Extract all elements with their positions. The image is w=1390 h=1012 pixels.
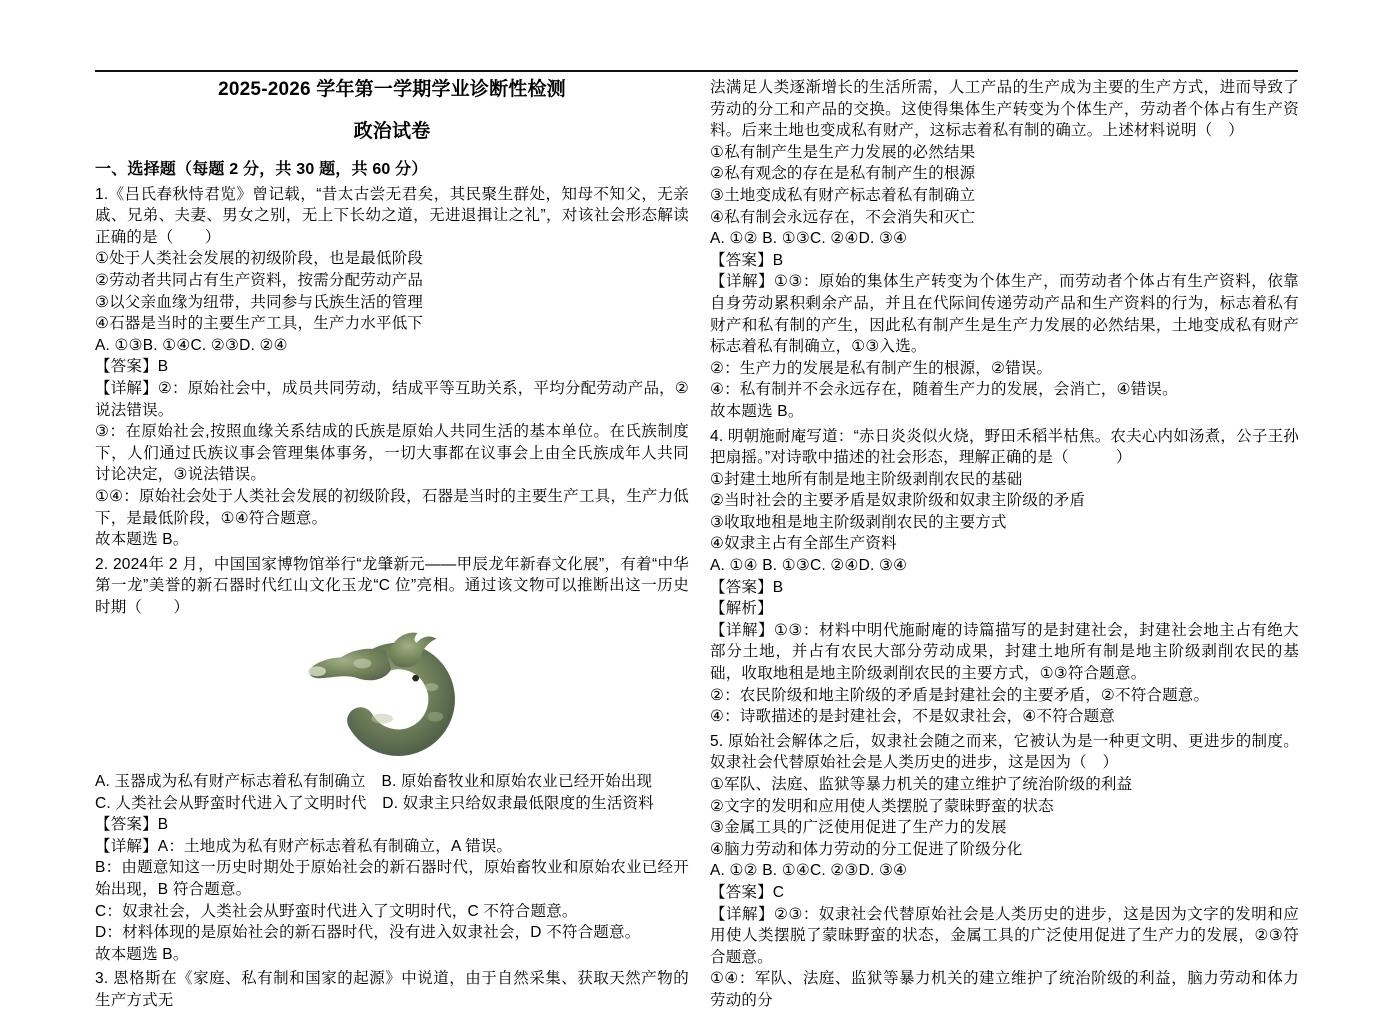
- jade-texture-spot: [425, 684, 439, 692]
- q1-item-3: ③以父亲血缘为纽带，共同参与氏族生活的管理: [95, 293, 424, 311]
- document-title: 2025-2026 学年第一学期学业诊断性检测: [218, 79, 566, 100]
- q3-item-2: ②私有观念的存在是私有制产生的根源: [710, 165, 976, 183]
- q2-choices-cd: C. 人类社会从野蛮时代进入了文明时代 D. 奴隶主只给奴隶最低限度的生活资料: [95, 794, 654, 812]
- q3-item-4: ④私有制会永远存在，不会消失和灭亡: [710, 208, 976, 226]
- q4-item-3: ③收取地租是地主阶级剥削农民的主要方式: [710, 513, 1007, 531]
- q1-item-2: ②劳动者共同占有生产资料，按需分配劳动产品: [95, 271, 424, 289]
- jade-head: [309, 649, 391, 681]
- q3-explain-3: ④：私有制并不会永远存在，随着生产力的发展，会消亡，④错误。: [710, 381, 1178, 399]
- q2-choices-ab: A. 玉器成为私有财产标志着私有制确立 B. 原始畜牧业和原始农业已经开始出现: [95, 773, 653, 791]
- header-rule: [95, 70, 1298, 72]
- section-header: 一、选择题（每题 2 分，共 30 题，共 60 分）: [95, 161, 428, 178]
- q4-item-2: ②当时社会的主要矛盾是奴隶阶级和奴隶主阶级的矛盾: [710, 492, 1086, 510]
- q4-item-4: ④奴隶主占有全部生产资料: [710, 535, 897, 553]
- q2-explain-b: B：由题意知这一历史时期处于原始社会的新石器时代，原始畜牧业和原始农业已经开始出现，B 符合题意。: [95, 859, 689, 899]
- q3-item-1: ①私有制产生是生产力发展的必然结果: [710, 143, 976, 161]
- q4-choices: A. ①④ B. ①③C. ②④D. ③④: [710, 557, 908, 575]
- q4-analysis-label: 【解析】: [710, 600, 773, 618]
- q1-stem: 1.《吕氏春秋恃君览》曾记载，“昔太古尝无君矣，其民聚生群处，知母不知父，无亲戚、兄弟、夫妻、男女之别，无上下长幼之道，无进退揖让之礼”，对该社会形态解读正确的是（ ）: [95, 185, 689, 246]
- q4-explain-2: ②：农民阶级和地主阶级的矛盾是封建社会的主要矛盾，②不符合题意。: [710, 686, 1210, 704]
- q1-explain-1: 【详解】②：原始社会中，成员共同劳动，结成平等互助关系，平均分配劳动产品，②说法错误。: [95, 379, 689, 419]
- q3-choices: A. ①② B. ①③C. ②④D. ③④: [710, 230, 908, 248]
- right-column: [710, 77, 1299, 1012]
- q3-stem-part1: 3. 恩格斯在《家庭、私有制和国家的起源》中说道，由于自然采集、获取天然产物的生产方式无: [95, 970, 689, 1009]
- q2-explain-a: 【详解】A：土地成为私有财产标志着私有制确立，A 错误。: [95, 837, 513, 855]
- left-column: [95, 77, 689, 1012]
- q2-answer: 【答案】B: [95, 816, 169, 834]
- q5-choices: A. ①② B. ①④C. ②③D. ③④: [710, 862, 908, 880]
- q4-item-1: ①封建土地所有制是地主阶级剥削农民的基础: [710, 470, 1023, 488]
- q1-item-4: ④石器是当时的主要生产工具，生产力水平低下: [95, 315, 424, 333]
- q5-answer: 【答案】C: [710, 883, 785, 901]
- q1-conclusion: 故本题选 B。: [95, 531, 189, 549]
- q3-answer: 【答案】B: [710, 251, 784, 269]
- q5-stem: 5. 原始社会解体之后，奴隶社会随之而来，它被认为是一种更文明、更进步的制度。奴隶社会代替原始社会是人类历史的进步，这是因为（ ）: [710, 732, 1299, 772]
- q3-explain-2: ②：生产力的发展是私有制产生的根源，②错误。: [710, 359, 1053, 377]
- q5-item-3: ③金属工具的广泛使用促进了生产力的发展: [710, 819, 1007, 837]
- q4-explain-3: ④：诗歌描述的是封建社会，不是奴隶社会，④不符合题意: [710, 708, 1115, 726]
- q4-explain-1: 【详解】①③：材料中明代施耐庵的诗篇描写的是封建社会，封建社会地主占有绝大部分土地，并占有农民大部分劳动成果，封建土地所有制是地主阶级剥削农民的基础，收取地租是地主阶级剥削农民的主要方式，①③符合题意。: [710, 621, 1299, 683]
- q2-stem: 2. 2024年 2 月，中国国家博物馆举行“龙肇新元——甲辰龙年新春文化展”，有着“中华第一龙”美誉的新石器时代红山文化玉龙“C 位”亮相。通过该文物可以推断出这一历史时期（ ）: [95, 555, 689, 616]
- q5-explain-1: 【详解】②③：奴隶社会代替原始社会是人类历史的进步，这是因为文字的发明和应用使人类摆脱了蒙昧野蛮的状态，金属工具的广泛使用促进了生产力的发展，②③符合题意。: [710, 905, 1299, 966]
- q2-conclusion: 故本题选 B。: [95, 945, 189, 963]
- q5-item-2: ②文字的发明和应用使人类摆脱了蒙昧野蛮的状态: [710, 797, 1054, 815]
- q1-explain-2: ③：在原始社会,按照血缘关系结成的氏族是原始人共同生活的基本单位。在氏族制度下，人们通过氏族议事会管理集体事务，一切大事都在议事会上由全氏族成年人共同讨论决定，③说法错误。: [95, 423, 689, 484]
- q3-conclusion: 故本题选 B。: [710, 402, 804, 420]
- q1-answer: 【答案】B: [95, 358, 169, 376]
- q1-choices: A. ①③B. ①④C. ②③D. ②④: [95, 336, 288, 354]
- q3-explain-1: 【详解】①③：原始的集体生产转变为个体生产，而劳动者个体占有生产资料，依靠自身劳动累积剩余产品，并且在代际间传递劳动产品和生产资料的行为，标志着私有财产和私有制的产生，因此私有制产生是生产力发展的必然结果，土地变成私有财产标志着私有制确立，①③入选。: [710, 273, 1299, 356]
- q2-explain-c: C：奴隶社会，人类社会从野蛮时代进入了文明时代，C 不符合题意。: [95, 902, 578, 920]
- jade-texture-spot: [427, 712, 443, 722]
- jade-snout-highlight: [308, 667, 326, 677]
- q4-answer: 【答案】B: [710, 578, 784, 596]
- q2-explain-d: D：材料体现的是原始社会的新石器时代，没有进入奴隶社会，D 不符合题意。: [95, 924, 641, 942]
- jade-dragon-photo: [95, 622, 689, 767]
- q1-item-1: ①处于人类社会发展的初级阶段，也是最低阶段: [95, 250, 424, 268]
- q3-item-3: ③土地变成私有财产标志着私有制确立: [710, 186, 976, 204]
- jade-texture-spot: [371, 714, 393, 724]
- jade-texture-spot: [354, 659, 372, 669]
- jade-hole: [412, 675, 419, 682]
- q5-item-1: ①军队、法庭、监狱等暴力机关的建立维护了统治阶级的利益: [710, 776, 1133, 793]
- q5-item-4: ④脑力劳动和体力劳动的分工促进了阶级分化: [710, 840, 1023, 858]
- document-subtitle: 政治试卷: [353, 121, 431, 142]
- q4-stem: 4. 明朝施耐庵写道：“赤日炎炎似火烧，野田禾稻半枯焦。农夫心内如汤煮，公子王孙把扇摇。”对诗歌中描述的社会形态，理解正确的是（ ）: [710, 427, 1299, 467]
- q3-stem-part2: 法满足人类逐渐增长的生活所需，人工产品的生产成为主要的生产方式，进而导致了劳动的分工和产品的交换。这使得集体生产转变为个体生产，劳动者个体占有生产资料。后来土地也变成私有财产，这标志着私有制的确立。上述材料说明（ ）: [710, 79, 1299, 140]
- q5-explain-2: ①④：军队、法庭、监狱等暴力机关的建立维护了统治阶级的利益，脑力劳动和体力劳动的分: [710, 970, 1299, 1009]
- q1-explain-3: ①④：原始社会处于人类社会发展的初级阶段，石器是当时的主要生产工具，生产力低下，是最低阶段，①④符合题意。: [95, 487, 689, 527]
